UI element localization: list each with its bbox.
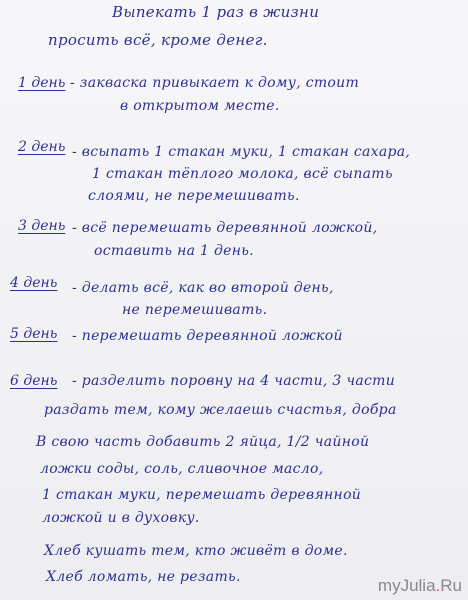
title-line-1: Выпекать 1 раз в жизни — [112, 3, 320, 21]
day-2-line-1: - всыпать 1 стакан муки, 1 стакан сахара, — [72, 144, 411, 160]
day-6-line-1: - разделить поровну на 4 части, 3 части — [72, 373, 396, 389]
day-1-line-1: - закваска привыкает к дому, стоит — [70, 75, 360, 91]
day-5-line-1: - перемешать деревянной ложкой — [72, 328, 343, 344]
day-6-line-2: раздать тем, кому желаешь счастья, добра — [44, 402, 397, 418]
closing-line-1: В свою часть добавить 2 яйца, 1/2 чайной — [36, 434, 370, 450]
watermark-dot: . — [435, 576, 441, 595]
day-2-line-2: 1 стакан тёплого молока, всё сыпать — [92, 166, 393, 182]
day-4-label: 4 день — [10, 275, 58, 291]
watermark-tld: Ru — [440, 576, 462, 595]
day-3-label: 3 день — [18, 218, 66, 234]
closing-line-3: 1 стакан муки, перемешать деревянной — [42, 487, 362, 503]
day-2-line-3: слоями, не перемешивать. — [88, 188, 300, 204]
day-4-line-1: - делать всё, как во второй день, — [72, 280, 334, 296]
watermark-main: myJulia — [377, 576, 436, 595]
site-watermark — [378, 576, 462, 596]
day-1-line-2: в открытом месте. — [120, 98, 280, 114]
day-4-line-2: не перемешивать. — [122, 302, 268, 318]
day-1-label: 1 день — [18, 75, 66, 91]
day-3-line-2: оставить на 1 день. — [94, 243, 254, 259]
day-2-label: 2 день — [18, 139, 66, 155]
closing-line-6: Хлеб ломать, не резать. — [46, 569, 241, 585]
day-3-line-1: - всё перемешать деревянной ложкой, — [72, 220, 378, 236]
day-5-label: 5 день — [10, 326, 58, 342]
closing-line-4: ложкой и в духовку. — [42, 510, 200, 526]
closing-line-5: Хлеб кушать тем, кто живёт в доме. — [44, 543, 348, 559]
title-line-2: просить всё, кроме денег. — [48, 31, 268, 49]
closing-line-2: ложки соды, соль, сливочное масло, — [40, 461, 324, 477]
day-6-label: 6 день — [10, 373, 58, 389]
